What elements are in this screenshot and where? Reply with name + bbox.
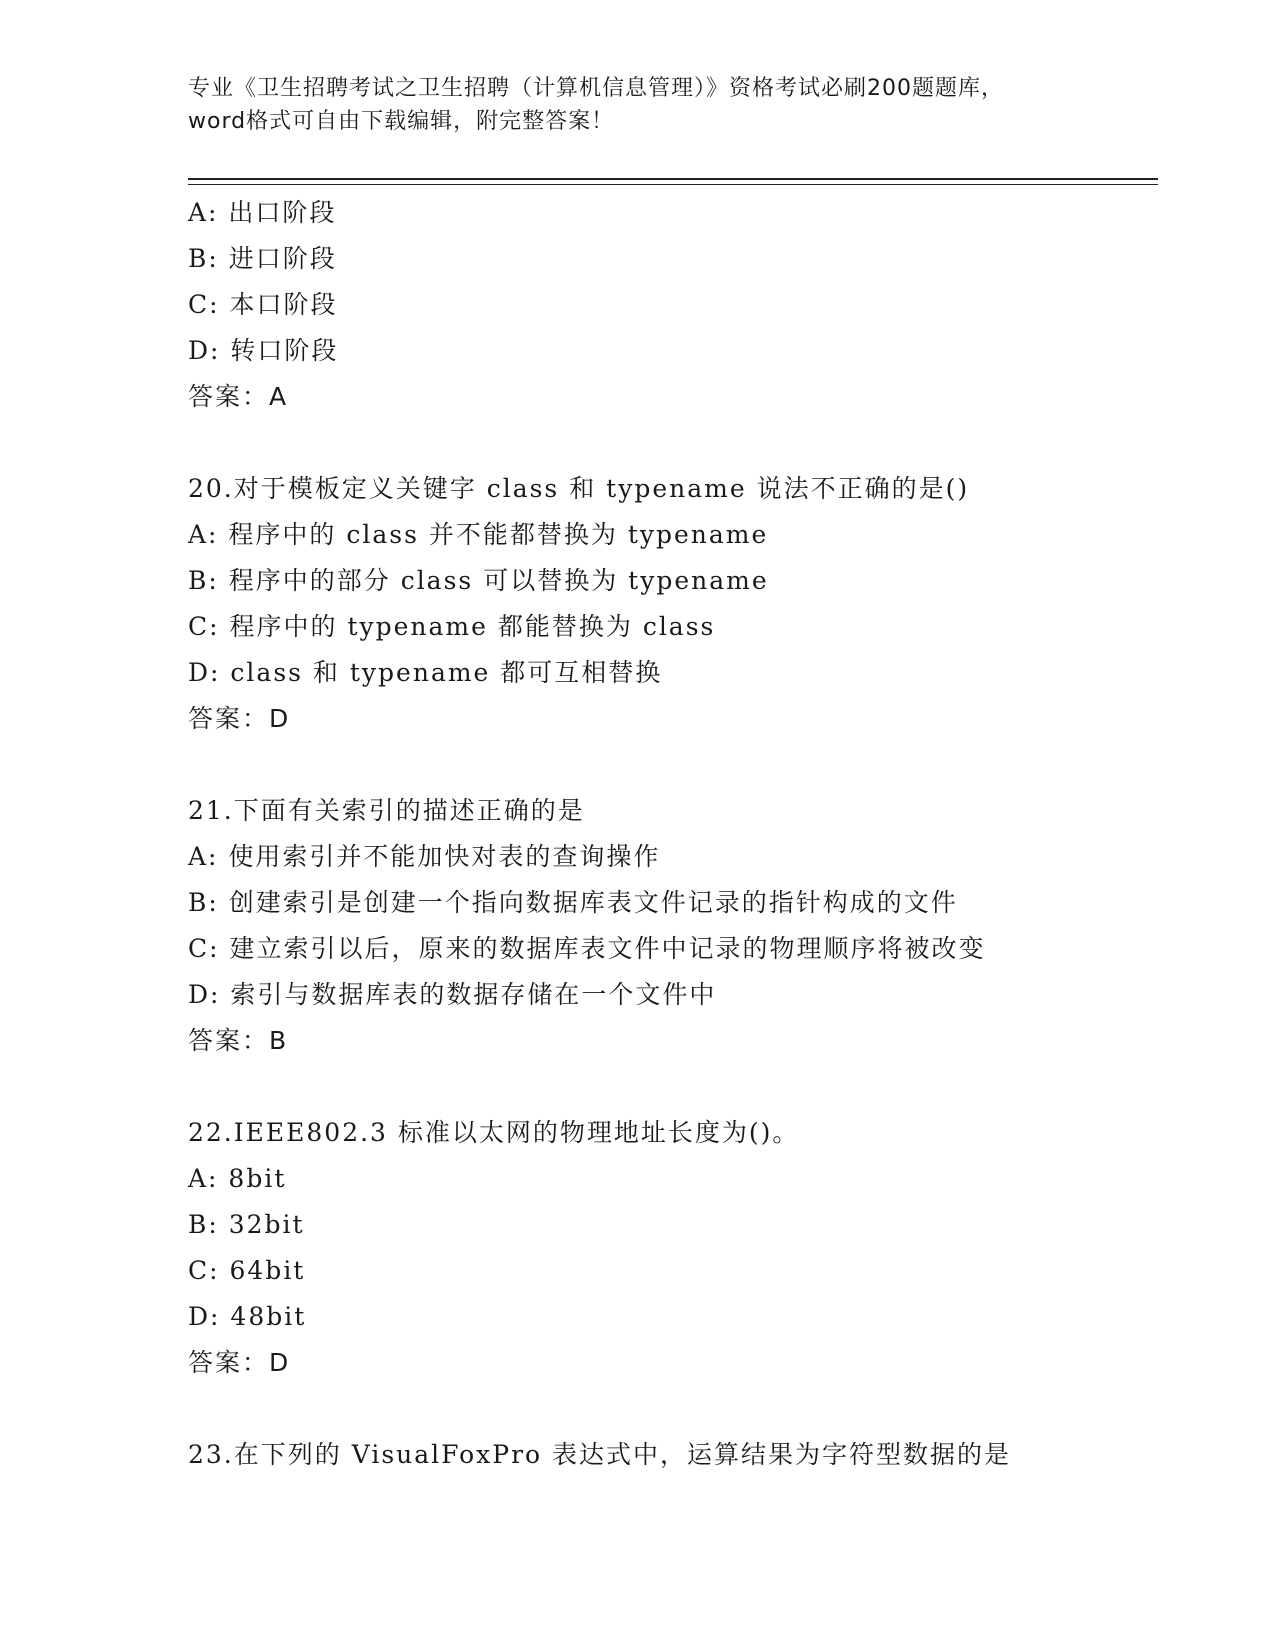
header-line-2: word格式可自由下载编辑，附完整答案！ — [188, 109, 615, 134]
option-c: C: 本口阶段 — [188, 290, 338, 319]
question-23 — [188, 1432, 1168, 1478]
header-divider-thin — [188, 184, 1158, 185]
option-a: A: 使用索引并不能加快对表的查询操作 — [188, 842, 661, 871]
option-c: C: 64bit — [188, 1256, 306, 1285]
option-d: D: 转口阶段 — [188, 336, 339, 365]
option-b: B: 进口阶段 — [188, 244, 337, 273]
option-c: C: 建立索引以后，原来的数据库表文件中记录的物理顺序将被改变 — [188, 934, 986, 963]
question-stem: 20.对于模板定义关键字 class 和 typename 说法不正确的是() — [188, 474, 970, 503]
question-21 — [188, 788, 1168, 1064]
spacer — [188, 1386, 1168, 1432]
option-a: A: 程序中的 class 并不能都替换为 typename — [188, 520, 769, 549]
question-stem: 22.IEEE802.3 标准以太网的物理地址长度为()。 — [188, 1118, 800, 1147]
spacer — [188, 1064, 1168, 1110]
document-header — [188, 72, 1108, 138]
option-c: C: 程序中的 typename 都能替换为 class — [188, 612, 716, 641]
answer-line: 答案：D — [188, 704, 291, 733]
answer-line: 答案：A — [188, 382, 289, 411]
option-b: B: 创建索引是创建一个指向数据库表文件记录的指针构成的文件 — [188, 888, 958, 917]
option-a: A: 8bit — [188, 1164, 287, 1193]
spacer — [188, 742, 1168, 788]
question-stem: 21.下面有关索引的描述正确的是 — [188, 796, 585, 825]
option-b: B: 32bit — [188, 1210, 305, 1239]
question-stem: 23.在下列的 VisualFoxPro 表达式中，运算结果为字符型数据的是 — [188, 1440, 1012, 1469]
question-20 — [188, 466, 1168, 742]
question-22 — [188, 1110, 1168, 1386]
question-19-continued — [188, 190, 1168, 420]
question-list — [188, 190, 1168, 1478]
option-d: D: 48bit — [188, 1302, 307, 1331]
header-line-1: 专业《卫生招聘考试之卫生招聘（计算机信息管理）》资格考试必刷200题题库， — [188, 76, 1004, 101]
option-d: D: class 和 typename 都可互相替换 — [188, 658, 663, 687]
option-d: D: 索引与数据库表的数据存储在一个文件中 — [188, 980, 717, 1009]
spacer — [188, 420, 1168, 466]
answer-line: 答案：B — [188, 1026, 289, 1055]
header-divider-thick — [188, 178, 1158, 180]
option-b: B: 程序中的部分 class 可以替换为 typename — [188, 566, 769, 595]
option-a: A: 出口阶段 — [188, 198, 337, 227]
answer-line: 答案：D — [188, 1348, 291, 1377]
